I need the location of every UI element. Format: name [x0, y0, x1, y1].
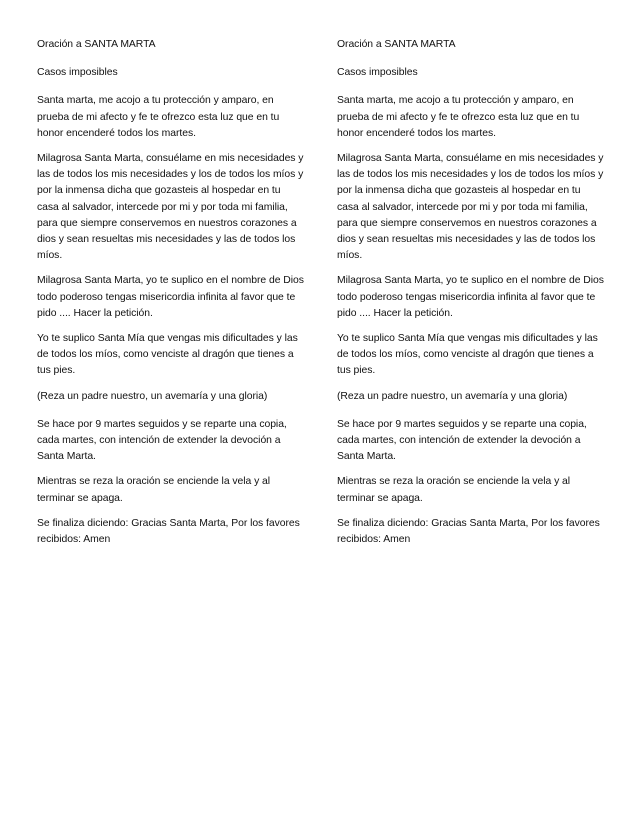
- prayer-subtitle: Casos imposibles: [37, 67, 118, 79]
- prayer-paragraph: Santa marta, me acojo a tu protección y amparo, en prueba de mi afecto y fe te ofrezco esta luz que en tu honor encenderé todos los martes.: [37, 95, 280, 139]
- prayer-paragraph: Se finaliza diciendo: Gracias Santa Marta, Por los favores recibidos: Amen: [37, 517, 300, 546]
- prayer-paragraph: Mientras se reza la oración se enciende la vela y al terminar se apaga.: [37, 476, 271, 504]
- prayer-paragraph: Milagrosa Santa Marta, yo te suplico en el nombre de Dios todo poderoso tengas misericordia infinita al favor que te pido .... Hacer la petición.: [37, 275, 304, 319]
- right-column: [337, 37, 605, 557]
- prayer-paragraph: Santa marta, me acojo a tu protección y amparo, en prueba de mi afecto y fe te ofrezco esta luz que en tu honor encenderé todos los martes.: [337, 95, 580, 139]
- left-column: [37, 37, 305, 557]
- prayer-paragraph: (Reza un padre nuestro, un avemaría y una gloria): [37, 390, 268, 402]
- prayer-subtitle: Casos imposibles: [337, 67, 418, 79]
- prayer-paragraph: Milagrosa Santa Marta, consuélame en mis necesidades y las de todos los mis necesidades y los de todos los míos y por la inmensa dicha que gozasteis al hospedar en tu casa al salvador, intercede por mi y por toda mi familia, para que siempre conservemos en nuestros corazones a dios y sean resueltas mis necesidades y las de todos los míos.: [337, 153, 604, 262]
- prayer-paragraph: Se hace por 9 martes seguidos y se reparte una copia, cada martes, con intención de extender la devoción a Santa Marta.: [337, 418, 587, 463]
- prayer-paragraph: Se hace por 9 martes seguidos y se reparte una copia, cada martes, con intención de extender la devoción a Santa Marta.: [37, 418, 287, 463]
- prayer-paragraph: Milagrosa Santa Marta, consuélame en mis necesidades y las de todos los mis necesidades y los de todos los míos y por la inmensa dicha que gozasteis al hospedar en tu casa al salvador, intercede por mi y por toda mi familia, para que siempre conservemos en nuestros corazones a dios y sean resueltas mis necesidades y las de todos los míos.: [37, 153, 304, 262]
- prayer-paragraph: Milagrosa Santa Marta, yo te suplico en el nombre de Dios todo poderoso tengas misericordia infinita al favor que te pido .... Hacer la petición.: [337, 275, 604, 319]
- prayer-paragraph: Yo te suplico Santa Mía que vengas mis dificultades y las de todos los míos, como venciste al dragón que tienes a tus pies.: [337, 333, 598, 377]
- prayer-paragraph: Yo te suplico Santa Mía que vengas mis dificultades y las de todos los míos, como venciste al dragón que tienes a tus pies.: [37, 333, 298, 377]
- prayer-paragraph: Mientras se reza la oración se enciende la vela y al terminar se apaga.: [337, 476, 571, 504]
- prayer-paragraph: Se finaliza diciendo: Gracias Santa Marta, Por los favores recibidos: Amen: [337, 517, 600, 546]
- prayer-title: Oración a SANTA MARTA: [337, 39, 456, 50]
- prayer-paragraph: (Reza un padre nuestro, un avemaría y una gloria): [337, 390, 568, 402]
- prayer-title: Oración a SANTA MARTA: [37, 39, 156, 50]
